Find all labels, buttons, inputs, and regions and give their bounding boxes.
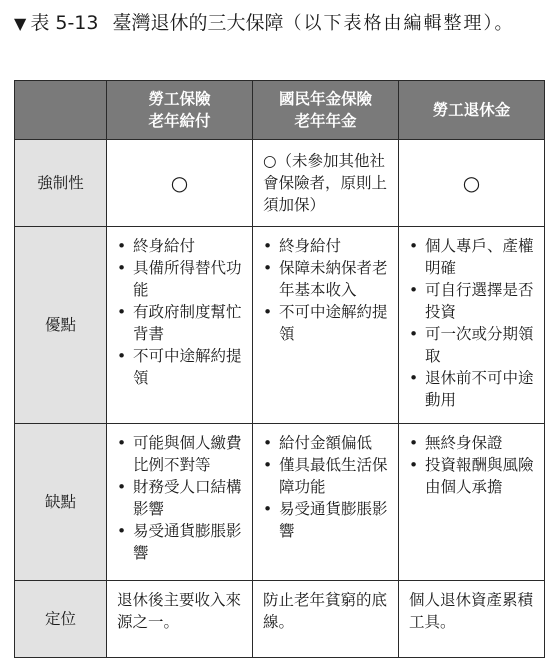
header-labor-insurance: 勞工保險 老年給付 [107,81,253,140]
list-item: • 有政府制度幫忙背書 [117,301,246,345]
header-national-pension: 國民年金保險 老年年金 [253,81,399,140]
list-item: • 保障未納保者老年基本收入 [263,257,392,301]
list-item: • 無終身保證 [409,432,538,454]
list-item: • 財務受人口結構影響 [117,476,246,520]
row-label-mandatory: 強制性 [15,140,107,227]
table-row-disadvantages [15,424,545,581]
cell-mandatory-1: ○ [107,140,253,227]
list-item: • 可自行選擇是否投資 [409,279,538,323]
triangle-marker-icon: ▼ [14,14,27,33]
row-label-disadvantages: 缺點 [15,424,107,581]
table-row-positioning [15,581,545,658]
table-title: 臺灣退休的三大保障 [112,12,284,34]
list-item: • 不可中途解約提領 [117,345,246,389]
cell-advantages-2 [253,227,399,424]
list-item: • 可一次或分期領取 [409,323,538,367]
list-item: • 易受通貨膨脹影響 [263,498,392,542]
header-corner [15,81,107,140]
list-item: • 易受通貨膨脹影響 [117,520,246,564]
list-item: • 個人專戶、產權明確 [409,235,538,279]
cell-mandatory-3: ○ [399,140,545,227]
table-row-advantages [15,227,545,424]
row-label-advantages: 優點 [15,227,107,424]
cell-disadvantages-1 [107,424,253,581]
cell-positioning-1: 退休後主要收入來源之一。 [107,581,253,658]
table-caption [14,8,544,39]
list-item: • 僅具最低生活保障功能 [263,454,392,498]
cell-mandatory-2: ○（未參加其他社會保險者，原則上須加保） [253,140,399,227]
header-labor-pension: 勞工退休金 [399,81,545,140]
table-note: （以下表格由編輯整理）。 [283,13,515,34]
row-label-positioning: 定位 [15,581,107,658]
pension-comparison-table [14,80,545,658]
cell-disadvantages-3 [399,424,545,581]
table-number: 表 5-13 [30,12,99,34]
list-item: • 終身給付 [263,235,392,257]
header-row [15,81,545,140]
cell-advantages-3 [399,227,545,424]
list-item: • 終身給付 [117,235,246,257]
cell-positioning-2: 防止老年貧窮的底線。 [253,581,399,658]
cell-disadvantages-2 [253,424,399,581]
list-item: • 投資報酬與風險由個人承擔 [409,454,538,498]
list-item: • 給付金額偏低 [263,432,392,454]
cell-advantages-1 [107,227,253,424]
list-item: • 可能與個人繳費比例不對等 [117,432,246,476]
list-item: • 退休前不可中途動用 [409,367,538,411]
table-row-mandatory [15,140,545,227]
list-item: • 不可中途解約提領 [263,301,392,345]
list-item: • 具備所得替代功能 [117,257,246,301]
cell-positioning-3: 個人退休資產累積工具。 [399,581,545,658]
